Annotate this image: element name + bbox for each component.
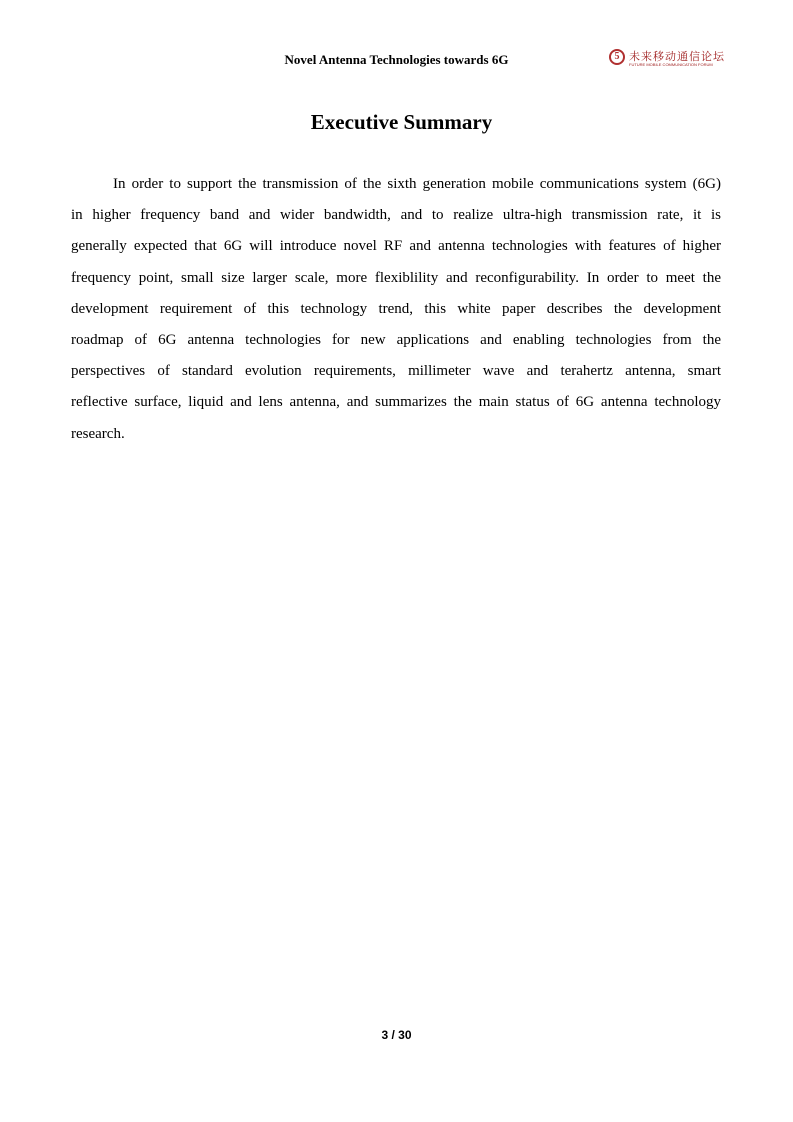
section-title: Executive Summary: [310, 110, 493, 134]
paragraph-line: perspectives of standard evolution requirements, millimeter wave and terahertz antenna, smart: [71, 363, 721, 380]
paragraph-line: roadmap of 6G antenna technologies for new applications and enabling technologies from the: [71, 331, 721, 348]
paragraph-line: development requirement of this technology trend, this white paper describes the development: [71, 300, 721, 317]
logo-english-text: FUTURE MOBILE COMMUNICATION FORUM: [629, 62, 713, 67]
paragraph-line: frequency point, small size larger scale, more flexiblility and reconfigurability. In order to meet the: [71, 269, 721, 286]
logo-emblem-icon: 5: [609, 49, 625, 65]
page-number: 3 / 30: [381, 1028, 412, 1042]
paragraph-line: in higher frequency band and wider bandwidth, and to realize ultra-high transmission rate, it is: [71, 207, 721, 224]
paragraph-line: generally expected that 6G will introduce novel RF and antenna technologies with features of higher: [71, 238, 721, 255]
forum-logo: [609, 48, 724, 70]
logo-chinese-text: 未来移动通信论坛: [629, 50, 725, 63]
paragraph-line: reflective surface, liquid and lens antenna, and summarizes the main status of 6G antenna technology: [71, 394, 721, 411]
paragraph-line: research.: [71, 425, 125, 442]
paragraph-line: In order to support the transmission of the sixth generation mobile communications system (6G): [113, 176, 721, 192]
running-header: Novel Antenna Technologies towards 6G: [284, 52, 509, 67]
summary-paragraph: [71, 173, 721, 454]
